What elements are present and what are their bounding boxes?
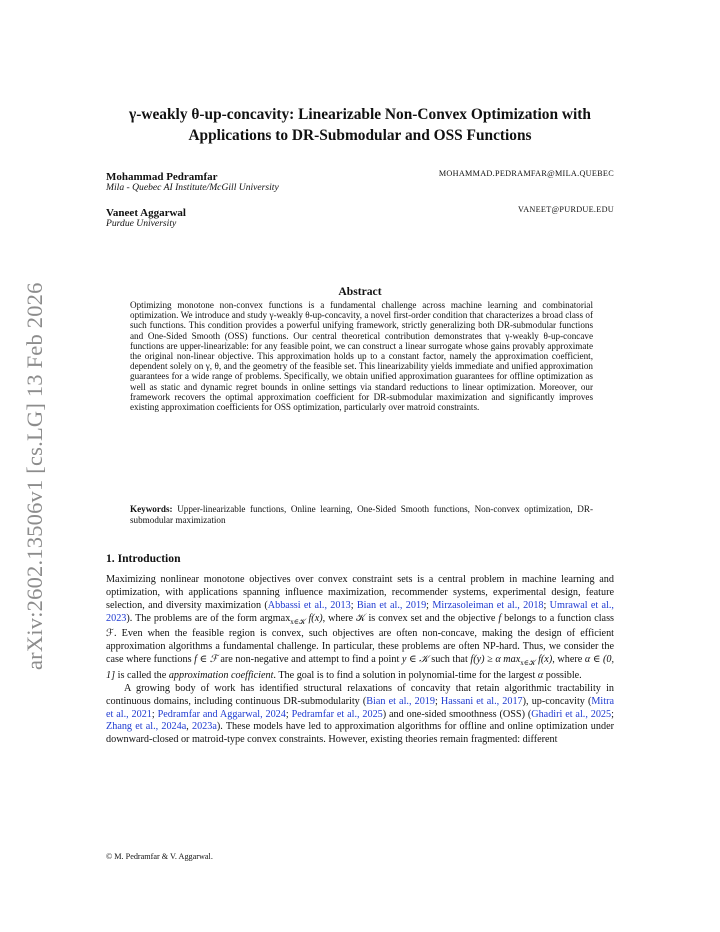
- keywords: [130, 504, 593, 525]
- citation-link[interactable]: Pedramfar and Aggarwal, 2024: [157, 708, 286, 720]
- text-run: Maximizing nonlinear monotone objectives over convex constraint sets is a central problem in machine learning and optimization, with applications spanning influence maximization, recommender systems, experimental design, feature selection, and diversity maximization (: [106, 574, 614, 611]
- math-subscript: x∈𝒦: [290, 617, 306, 626]
- intro-paragraph-1: Maximizing nonlinear monotone objectives over convex constraint sets is a central problem in machine learning and optimization, with applications spanning influence maximization, recommender systems, experimental design, feature selection, and diversity maximization (Abbassi et al., 2013; Bian et al., 2019; Mirzasoleiman et al., 2018; Umrawal et al., 2023). The problems are of the form argmax$_{x\in 𝒦}$ f(x), where 𝒦 is convex set and the objective f belongs to a function class ℱ. Even when the feasible region is convex, such objectives are often non-concave, making the design of efficient approximation algorithms a fundamental challenge. In particular, these problems are often NP-hard. Thus, we consider the case where functions f ∈ ℱ are non-negative and attempt to find a point y ∈ 𝒦 such that f(y) ≥ α $\max_{x\in 𝒦} f(x)$, where α ∈ (0, 1] is called the approximation coefficient. The goal is to find a solution in polynomial-time for the largest α possible.: [106, 574, 615, 681]
- author-row-2: [106, 203, 614, 217]
- arxiv-identifier: [14, 258, 54, 670]
- author-email-2[interactable]: VANEET@PURDUE.EDU: [518, 205, 614, 214]
- author-row-1: [106, 167, 614, 181]
- text-run: , where: [552, 654, 585, 666]
- keywords-text: Upper-linearizable functions, Online learning, One-Sided Smooth functions, Non-convex optimization, DR-submodular maximization: [130, 504, 594, 525]
- author-email-1[interactable]: MOHAMMAD.PEDRAMFAR@MILA.QUEBEC: [438, 169, 614, 178]
- math-f: f: [498, 612, 502, 624]
- math-fx: f(x): [305, 612, 323, 624]
- citation-link[interactable]: Zhang et al., 2024a: [106, 721, 187, 733]
- intro-paragraph-2: A growing body of work has identified structural relaxations of concavity that retain algorithmic tractability in continuous domains, including continuous DR-submodularity (Bian et al., 2019; Hassani et al., 2017), up-concavity (Mitra et al., 2021; Pedramfar and Aggarwal, 2024; Pedramfar et al., 2025) and one-sided smoothness (OSS) (Ghadiri et al., 2025; Zhang et al., 2024a, 2023a). These models have led to approximation algorithms for offline and online optimization under downward-closed or matroid-type convex constraints. However, existing theories remain fragmented: different: [106, 682, 615, 746]
- math-expression: α ∈ (0, 1]: [106, 654, 615, 681]
- text-run: ). The problems are of the form: [126, 612, 260, 624]
- author-block-1: [106, 167, 614, 194]
- paper-title-text: γ-weakly θ-up-concavity: Linearizable Non-Convex Optimization with Applications to DR-Submodular and OSS Functions: [129, 106, 591, 144]
- citation-link[interactable]: Pedramfar et al., 2025: [291, 708, 383, 720]
- emphasis: approximation coefficient: [168, 669, 274, 681]
- author-name-1: Mohammad Pedramfar: [106, 171, 218, 183]
- citation-link[interactable]: Umrawal et al., 2023: [106, 599, 614, 624]
- citation-link[interactable]: 2023a: [191, 721, 217, 733]
- arxiv-identifier-text: arXiv:2602.13506v1 [cs.LG] 13 Feb 2026: [22, 282, 47, 670]
- text-run: belongs to a function class ℱ. Even when the feasible region is convex, such objectives are often non-concave, making the design of efficient approximation algorithms a fundamental challenge. In particular, these problems are often NP-hard. Thus, we consider the case where functions: [106, 612, 614, 666]
- citation-link[interactable]: Bian et al., 2019: [366, 695, 435, 707]
- citation-link[interactable]: Hassani et al., 2017: [440, 695, 523, 707]
- citation-link[interactable]: Mitra et al., 2021: [106, 695, 615, 720]
- text-run: ), up-concavity (: [522, 695, 592, 707]
- citation-link[interactable]: Bian et al., 2019: [356, 599, 427, 611]
- math-expression: f ∈ ℱ: [194, 654, 218, 666]
- keywords-label: Keywords:: [130, 504, 173, 514]
- text-run: . The goal is to find a solution in polynomial-time for the largest: [273, 669, 538, 681]
- introduction-body: [106, 574, 614, 747]
- author-name-2: Vaneet Aggarwal: [106, 207, 186, 219]
- math-argmax: argmax: [259, 612, 291, 624]
- author-affiliation-1: Mila - Quebec AI Institute/McGill University: [106, 182, 279, 193]
- math-alpha: α: [537, 669, 544, 681]
- math-expression: f(y) ≥ α max: [470, 654, 521, 666]
- text-run: ). These models have led to approximation algorithms for offline and online optimization under downward-closed or matroid-type convex constraints. However, existing theories remain fragmented: different: [106, 721, 614, 746]
- text-run: is called the: [115, 669, 169, 681]
- copyright-footer: © M. Pedramfar & V. Aggarwal.: [106, 852, 213, 861]
- author-affiliation-2: Purdue University: [106, 218, 177, 229]
- abstract-text: Optimizing monotone non-convex functions is a fundamental challenge across machine learning and combinatorial optimization. We introduce and study γ-weakly θ-up-concavity, a novel first-order condition that characterizes a broad class of such functions. This condition provides a powerful unifying framework, strictly generalizing both DR-submodular functions and One-Sided Smooth (OSS) functions. Our central theoretical contribution demonstrates that γ-weakly θ-up-concave functions are upper-linearizable: for any feasible point, we can construct a linear surrogate whose gains provably approximate the original non-linear objective. This approximation holds up to a constant factor, namely the approximation coefficient, dependent solely on γ, θ, and the geometry of the feasible set. This linearizability yields immediate and unified approximation guarantees for a wide range of problems. Specifically, we obtain unified approximation guarantees for offline optimization as well as static and dynamic regret bounds in online settings via standard reductions to linear optimization. Moreover, our framework recovers the optimal approximation coefficient for DR-submodular maximization and significantly improves existing approximation coefficients for OSS optimization, particularly over matroid constraints.: [130, 300, 593, 413]
- text-run: possible.: [543, 669, 582, 681]
- paper-title: [100, 104, 620, 146]
- citation-link[interactable]: Mirzasoleiman et al., 2018: [432, 599, 544, 611]
- math-subscript: x∈𝒦: [520, 659, 536, 668]
- section-heading-introduction: 1. Introduction: [106, 552, 181, 565]
- text-run: , where 𝒦 is convex set and the objective: [322, 612, 499, 624]
- abstract-heading: Abstract: [338, 285, 382, 298]
- citation-link[interactable]: Ghadiri et al., 2025: [531, 708, 612, 720]
- text-run: A growing body of work has identified structural relaxations of concavity that retain algorithmic tractability in continuous domains, including continuous DR-submodularity (: [106, 682, 614, 707]
- math-expression: y ∈ 𝒦: [401, 654, 429, 666]
- author-block-2: [106, 203, 614, 230]
- text-run: such that: [428, 654, 471, 666]
- math-expression: f(x): [535, 654, 553, 666]
- citation-link[interactable]: Abbassi et al., 2013: [267, 599, 351, 611]
- text-run: ) and one-sided smoothness (OSS) (: [382, 708, 532, 720]
- text-run: are non-negative and attempt to find a point: [217, 654, 402, 666]
